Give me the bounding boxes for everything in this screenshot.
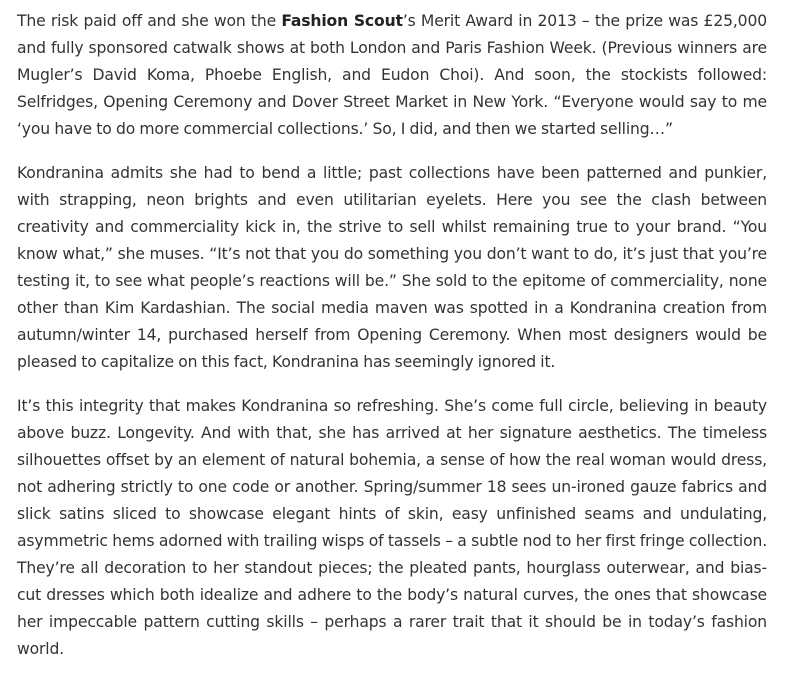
paragraph-1-text-start: The risk paid off and she won the xyxy=(17,12,282,30)
paragraph-1-text-end: ’s Merit Award in 2013 – the prize was £25,000 and fully sponsored catwalk shows at both London and Paris Fashion Week. (Previous winners are Mugler’s David Koma, Phoebe English, and Eudon Choi). And soon, the stockists followed: Selfridges, Opening Ceremony and Dover Street Market in New York. “Everyone would say to me ‘you have to do more commercial collections.’ So, I did, and then we started selling…” xyxy=(17,12,767,138)
fashion-scout-bold: Fashion Scout xyxy=(281,12,403,30)
paragraph-2: Kondranina admits she had to bend a little; past collections have been patterned and punkier, with strapping, neon brights and even utilitarian eyelets. Here you see the clash between creativity and commerciality kick in, the strive to sell whilst remaining true to your brand. “You know what,” she muses. “It’s not that you do something you don’t want to do, it’s just that you’re testing it, to see what people’s reactions will be.” She sold to the epitome of commerciality, none other than Kim Kardashian. The social media maven was spotted in a Kondranina creation from autumn/winter 14, purchased herself from Opening Ceremony. When most designers would be pleased to capitalize on this fact, Kondranina has seemingly ignored it. xyxy=(17,164,767,371)
article-body xyxy=(17,8,767,680)
paragraph-3: It’s this integrity that makes Kondranina so refreshing. She’s come full circle, believing in beauty above buzz. Longevity. And with that, she has arrived at her signature aesthetics. The timeless silhouettes offset by an element of natural bohemia, a sense of how the real woman would dress, not adhering strictly to one code or another. Spring/summer 18 sees un-ironed gauze fabrics and slick satins sliced to showcase elegant hints of skin, easy unfinished seams and undulating, asymmetric hems adorned with trailing wisps of tassels – a subtle nod to her first fringe collection. They’re all decoration to her standout pieces; the pleated pants, hourglass outerwear, and bias-cut dresses which both idealize and adhere to the body’s natural curves, the ones that showcase her impeccable pattern cutting skills – perhaps a rarer trait that it should be in today’s fashion world. xyxy=(17,397,767,658)
paragraph-1 xyxy=(17,8,767,143)
